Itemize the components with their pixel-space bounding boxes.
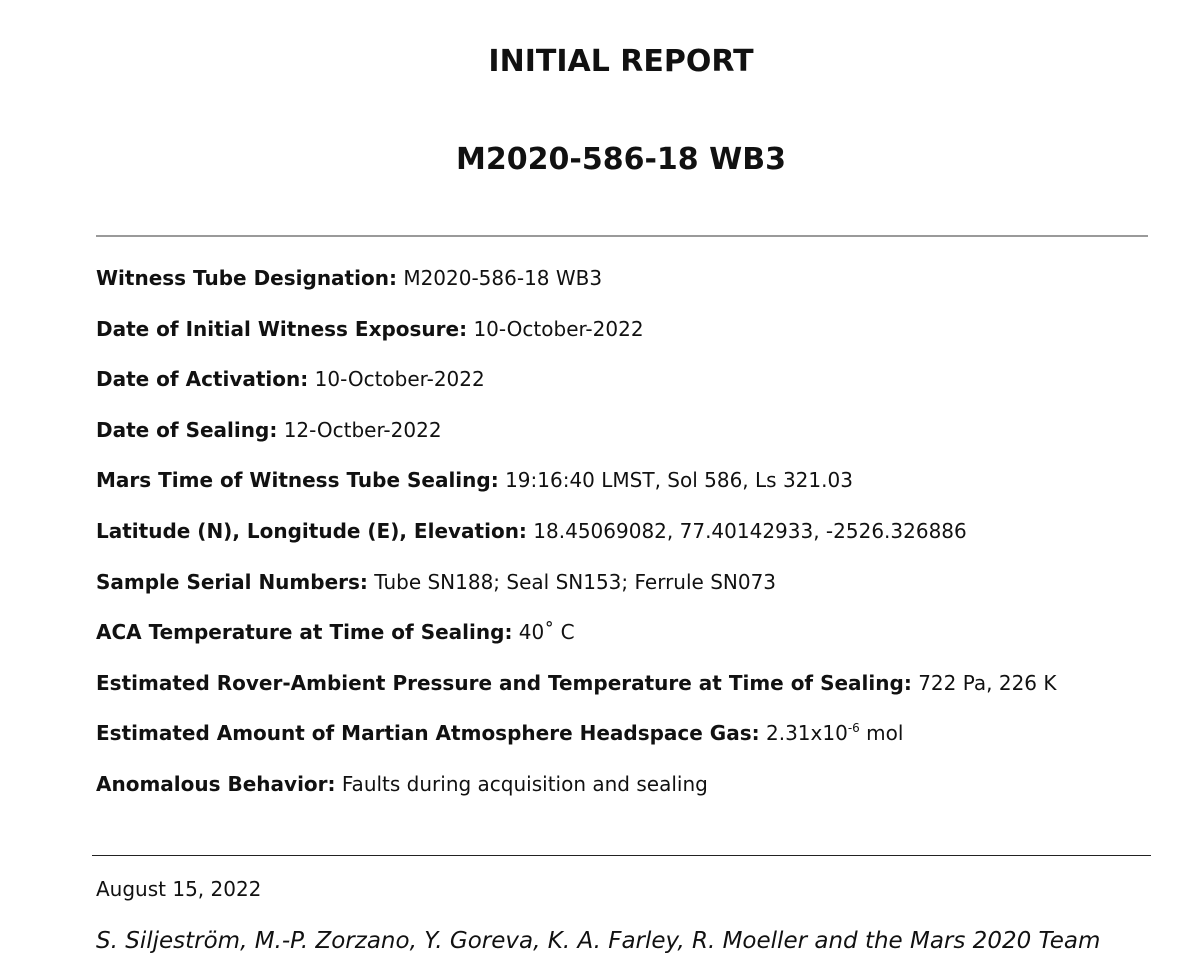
field-value: 2.31x10 — [765, 721, 848, 746]
field-value: 19:16:40 LMST, Sol 586, Ls 321.03 — [505, 468, 853, 493]
field-sample-serial-numbers — [96, 568, 1156, 619]
field-date-activation — [96, 365, 1156, 416]
field-value: M2020-586-18 WB3 — [403, 266, 603, 290]
field-value: 722 Pa, 226 K — [918, 670, 1057, 695]
field-value-exponent: -6 — [847, 721, 860, 736]
field-label: Mars Time of Witness Tube Sealing: — [96, 468, 499, 493]
field-label: Witness Tube Designation: — [96, 266, 397, 290]
report-title: INITIAL REPORT — [488, 44, 754, 79]
field-label: Date of Sealing: — [96, 417, 278, 442]
field-label: Estimated Amount of Martian Atmosphere Headspace Gas: — [96, 721, 760, 746]
field-value: 12-Octber-2022 — [283, 417, 442, 442]
field-label: Latitude (N), Longitude (E), Elevation: — [96, 518, 527, 543]
field-witness-tube-designation — [96, 264, 1156, 315]
field-mars-time-sealing — [96, 466, 1156, 517]
field-value-unit: mol — [866, 721, 904, 746]
authors: S. Siljeström, M.-P. Zorzano, Y. Goreva, K. A. Farley, R. Moeller and the Mars 2020 Team — [96, 928, 1101, 954]
field-value: 18.45069082, 77.40142933, -2526.326886 — [533, 518, 967, 543]
field-anomalous-behavior — [96, 770, 1156, 821]
field-label: Date of Initial Witness Exposure: — [96, 316, 468, 341]
field-label: Anomalous Behavior: — [96, 771, 336, 796]
field-value: 10-October-2022 — [314, 367, 485, 392]
field-date-sealing — [96, 416, 1156, 467]
field-label: Estimated Rover-Ambient Pressure and Temperature at Time of Sealing: — [96, 670, 912, 695]
field-value: 40˚ C — [518, 620, 575, 645]
field-ambient-pressure-temperature — [96, 669, 1156, 720]
field-value: Tube SN188; Seal SN153; Ferrule SN073 — [374, 569, 777, 594]
field-label: Sample Serial Numbers: — [96, 569, 368, 594]
top-divider — [96, 235, 1148, 237]
report-subtitle: M2020-586-18 WB3 — [456, 142, 786, 177]
field-aca-temperature — [96, 618, 1156, 669]
field-lat-lon-elevation — [96, 517, 1156, 568]
field-label: ACA Temperature at Time of Sealing: — [96, 620, 513, 645]
field-label: Date of Activation: — [96, 367, 309, 392]
report-date: August 15, 2022 — [96, 877, 262, 901]
field-value: Faults during acquisition and sealing — [341, 771, 708, 796]
field-value: 10-October-2022 — [473, 316, 644, 341]
bottom-divider — [92, 855, 1151, 856]
field-date-initial-exposure — [96, 315, 1156, 366]
field-headspace-gas — [96, 719, 1156, 770]
report-fields — [96, 264, 1156, 821]
